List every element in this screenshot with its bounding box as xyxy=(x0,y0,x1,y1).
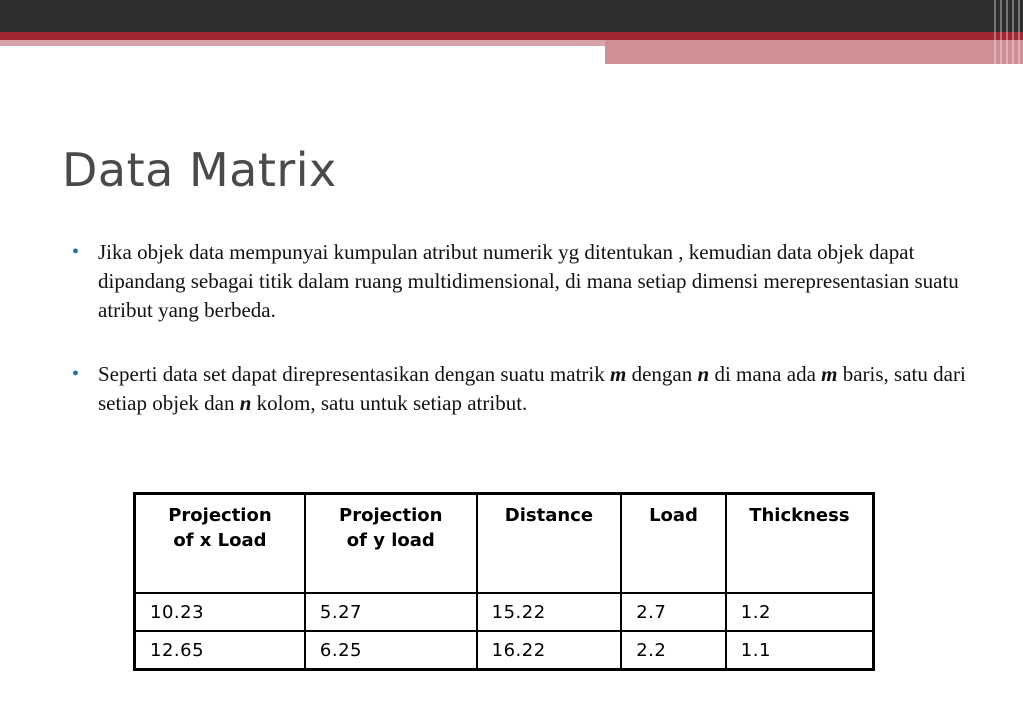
header-pink-thick-bar xyxy=(605,40,1023,64)
table-cell: 16.22 xyxy=(477,631,622,670)
bullet-text-2-part5: kolom, satu untuk setiap atribut. xyxy=(251,391,528,415)
header-projection-y: Projection of y load xyxy=(305,494,477,594)
table-cell: 2.7 xyxy=(621,593,726,631)
header-projection-x: Projection of x Load xyxy=(135,494,305,594)
table-cell: 12.65 xyxy=(135,631,305,670)
table-cell: 5.27 xyxy=(305,593,477,631)
slide-title: Data Matrix xyxy=(62,143,337,197)
header-load: Load xyxy=(621,494,726,594)
header-stripes xyxy=(990,0,1023,64)
bullet-dot-icon: • xyxy=(72,363,80,385)
table-cell: 6.25 xyxy=(305,631,477,670)
header-distance: Distance xyxy=(477,494,622,594)
header-red-bar xyxy=(0,32,1023,40)
bullet-item-1 xyxy=(72,238,972,325)
bullet-var-n: n xyxy=(239,391,252,415)
bullet-dot-icon: • xyxy=(72,241,80,263)
bullet-item-2 xyxy=(72,360,972,418)
data-matrix-table xyxy=(133,492,875,671)
table-row xyxy=(135,593,874,631)
bullet-var-m: m xyxy=(821,362,838,386)
table-cell: 15.22 xyxy=(477,593,622,631)
header-dark-bar xyxy=(0,0,1023,32)
table-header-row xyxy=(135,494,874,594)
bullet-text-2-part1: Seperti data set dapat direpresentasikan dengan suatu matrik xyxy=(98,362,610,386)
bullet-text-2-part4: baris, satu dari setiap objek dan xyxy=(98,362,966,415)
bullet-list xyxy=(72,238,972,453)
bullet-text-2-part3: di mana ada xyxy=(709,362,822,386)
bullet-text-2-part2: dengan xyxy=(626,362,698,386)
header-pink-thin-bar xyxy=(0,40,605,46)
bullet-text-1: Jika objek data mempunyai kumpulan atribut numerik yg ditentukan , kemudian data objek dapat dipandang sebagai titik dalam ruang multidimensional, di mana setiap dimensi merepresentasian suatu atribut yang berbeda. xyxy=(98,240,959,322)
bullet-var-m: m xyxy=(610,362,627,386)
table-cell: 1.2 xyxy=(726,593,874,631)
table-cell: 1.1 xyxy=(726,631,874,670)
table-row xyxy=(135,631,874,670)
header-thickness: Thickness xyxy=(726,494,874,594)
table-cell: 2.2 xyxy=(621,631,726,670)
table-cell: 10.23 xyxy=(135,593,305,631)
bullet-var-n: n xyxy=(697,362,710,386)
